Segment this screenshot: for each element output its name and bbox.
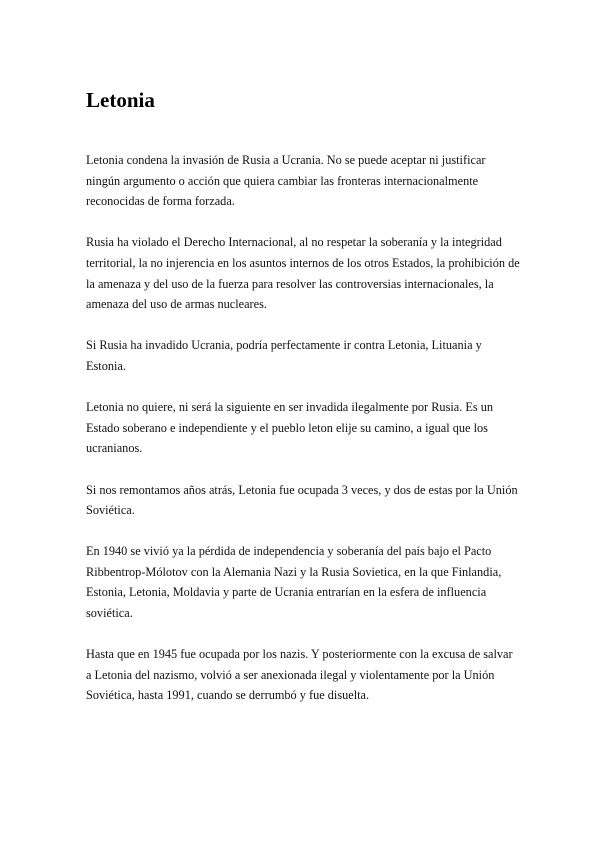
paragraph — [86, 541, 516, 623]
paragraph — [86, 480, 516, 521]
text-line: Estonia. — [86, 358, 126, 373]
text-line: En 1940 se vivió ya la pérdida de independencia y soberanía del país bajo el Pacto — [86, 544, 492, 559]
text-line: Rusia ha violado el Derecho Internacional, al no respetar la soberanía y la integridad — [86, 235, 502, 250]
text-line: Letonia no quiere, ni será la siguiente en ser invadida ilegalmente por Rusia. Es un — [86, 400, 494, 415]
text-line: Ribbentrop-Mólotov con la Alemania Nazi y la Rusia Sovietica, en la que Finlandia, — [86, 564, 502, 579]
text-line: Estonia, Letonia, Moldavia y parte de Ucrania entrarían en la esfera de influencia — [86, 585, 487, 600]
text-line: Letonia condena la invasión de Rusia a Ucrania. No se puede aceptar ni justificar — [86, 153, 486, 167]
text-line: la amenaza y del uso de la fuerza para resolver las controversias internacionales, la — [86, 276, 494, 291]
text-line: Si nos remontamos años atrás, Letonia fue ocupada 3 veces, y dos de estas por la Unión — [86, 482, 518, 497]
paragraph — [86, 232, 520, 314]
text-line: ningún argumento o acción que quiera cambiar las fronteras internacionalmente — [86, 173, 479, 188]
text-line: Hasta que en 1945 fue ocupada por los nazis. Y posteriormente con la excusa de salvar — [86, 647, 513, 662]
text-line: soviética. — [86, 606, 133, 621]
paragraph — [86, 150, 516, 212]
text-line: territorial, la no injerencia en los asuntos internos de los otros Estados, la prohibición de — [86, 255, 520, 270]
text-line: Soviética, hasta 1991, cuando se derrumbó y fue disuelta. — [86, 688, 370, 703]
paragraph — [86, 335, 516, 376]
paragraph — [86, 397, 516, 459]
text-line: Si Rusia ha invadido Ucrania, podría perfectamente ir contra Letonia, Lituania y — [86, 338, 482, 353]
document-body — [86, 150, 520, 727]
text-line: a Letonia del nazismo, volvió a ser anexionada ilegal y violentamente por la Unión — [86, 667, 495, 682]
text-line: reconocidas de forma forzada. — [86, 194, 235, 209]
document-title: Letonia — [86, 88, 155, 112]
text-line: Estado soberano e independiente y el pueblo leton elije su camino, a igual que los — [86, 420, 488, 435]
paragraph — [86, 644, 516, 706]
text-line: Soviética. — [86, 503, 135, 518]
text-line: ucranianos. — [86, 441, 143, 456]
text-line: amenaza del uso de armas nucleares. — [86, 297, 267, 312]
